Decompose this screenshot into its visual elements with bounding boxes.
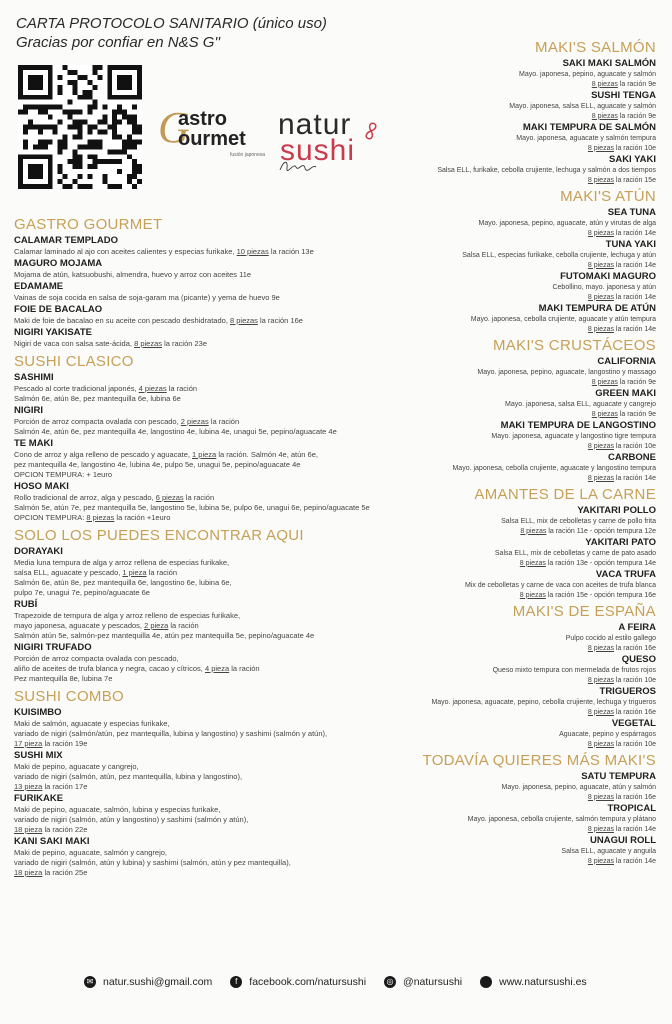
item-line: Media luna tempura de alga y arroz rellena de especias furikake, xyxy=(14,558,230,567)
menu-item-yakitari-pollo xyxy=(356,505,656,536)
item-line: Salsa ELL, aguacate y anguila xyxy=(561,848,656,855)
item-line: 8 piezas la ración 9e xyxy=(591,80,656,88)
menu-title: CARTA PROTOCOLO SANITARIO (único uso) xyxy=(16,15,327,32)
item-name: UNAGUI ROLL xyxy=(590,835,656,846)
item-name: DORAYAKI xyxy=(14,546,63,557)
portion-count: 8 piezas xyxy=(587,857,614,865)
item-line: Salmón atún 5e, salmón-pez mantequilla 4e, atún pez mantequilla 5e, pepino/aguacate 4e xyxy=(14,631,315,640)
portion-count: 8 piezas xyxy=(587,793,614,801)
item-name: FUTOMAKI MAGURO xyxy=(560,271,656,282)
item-line: mayo japonesa, aguacate y pescados, 2 pieza la ración xyxy=(14,621,199,630)
item-name: MAKI TEMPURA DE SALMÓN xyxy=(522,122,656,133)
mail-icon: ✉ xyxy=(84,976,96,988)
item-line: Maki de pepino, aguacate, salmón y cangrejo, xyxy=(14,848,168,857)
item-line: Mayo. japonesa, salsa ELL, aguacate y salmón xyxy=(509,103,656,110)
item-line: Mix de cebolletas y carne de vaca con aceites de trufa blanca xyxy=(464,582,656,589)
menu-item-vaca-trufa xyxy=(356,569,656,600)
portion-count: 13 pieza xyxy=(14,782,43,791)
item-line: 8 piezas la ración 10e xyxy=(587,676,656,684)
item-line: Pez mantequilla 8e, lubina 7e xyxy=(14,674,113,683)
menu-item-yakitari-pato xyxy=(356,537,656,568)
item-name: CALIFORNIA xyxy=(597,356,656,367)
item-line: Cono de arroz y alga relleno de pescado y aguacate, 1 pieza la ración. Salmón 4e, atún 6e, xyxy=(14,450,318,459)
item-line: 8 piezas la ración 15e xyxy=(587,176,656,184)
item-line: Aguacate, pepino y espárragos xyxy=(559,731,656,738)
item-name: TE MAKI xyxy=(14,438,54,449)
portion-count: 8 piezas xyxy=(587,825,614,833)
logo-sushi-text: sushi xyxy=(280,134,356,167)
item-name: VEGETAL xyxy=(611,718,656,729)
item-line: Salsa ELL, especias furikake, cebolla crujiente, lechuga y atún xyxy=(462,252,656,259)
item-line: 8 piezas la ración 9e xyxy=(591,378,656,386)
portion-count: 2 piezas xyxy=(180,417,209,426)
item-line: Porción de arroz compacta ovalada con pescado, xyxy=(14,654,179,663)
web-icon xyxy=(480,976,492,988)
portion-count: 8 piezas xyxy=(591,80,618,88)
portion-count: 8 piezas xyxy=(587,708,614,716)
menu-item-california xyxy=(356,356,656,387)
item-line: Mojama de atún, katsuobushi, almendra, huevo y arroz con aceites 11e xyxy=(14,270,252,279)
menu-item-maki-tempura-de-salmon xyxy=(356,122,656,153)
item-name: NIGIRI xyxy=(14,405,44,416)
item-line: pulpo 7e, unagui 7e, pepino/aguacate 6e xyxy=(14,588,150,597)
item-line: Salmón 4e, atún 6e, pez mantequilla 4e, langostino 4e, lubina 4e, unagui 5e, pepino/aguacate 4e xyxy=(14,427,337,436)
item-line: Mayo. japonesa, cebolla crujiente, aguacate y langostino tempura xyxy=(452,465,656,472)
item-line: 8 piezas la ración 10e xyxy=(587,144,656,152)
portion-count: 8 piezas xyxy=(587,261,614,269)
item-line: 8 piezas la ración 9e xyxy=(591,112,656,120)
section-amantes-de-la-carne xyxy=(356,486,656,600)
section-title: MAKI'S ATÚN xyxy=(560,188,656,205)
menu-item-saki-yaki xyxy=(356,154,656,185)
item-line: Mayo. japonesa, pepino, aguacate y salmón xyxy=(519,71,656,78)
portion-count: 8 piezas xyxy=(587,474,614,482)
portion-count: 8 piezas xyxy=(591,378,618,386)
menu-item-green-maki xyxy=(356,388,656,419)
logo-gastro-sub: fusión japonesa xyxy=(230,152,266,158)
item-line: Maki de pepino, aguacate, salmón, lubina y especias furikake, xyxy=(14,805,221,814)
portion-count: 8 piezas xyxy=(587,676,614,684)
portion-count: 2 pieza xyxy=(144,621,169,630)
menu-item-sea-tuna xyxy=(356,207,656,238)
section-title: TODAVÍA QUIERES MÁS MAKI'S xyxy=(422,752,656,769)
portion-count: 4 pieza xyxy=(204,664,230,673)
item-line: Trapezoide de tempura de alga y arroz relleno de especias furikake, xyxy=(14,611,241,620)
item-name: SATU TEMPURA xyxy=(581,771,656,782)
menu-item-tuna-yaki xyxy=(356,239,656,270)
portion-count: 1 pieza xyxy=(192,450,217,459)
portion-count: 8 piezas xyxy=(519,559,546,567)
item-name: VACA TRUFA xyxy=(595,569,656,580)
item-line: Mayo. japonesa, salsa ELL, aguacate y cangrejo xyxy=(505,401,656,408)
item-line: Calamar laminado al ajo con aceites calientes y especias furikake, 10 piezas la ración 13e xyxy=(14,247,314,256)
item-line: Mayo. japonesa, pepino, aguacate, langostino y massago xyxy=(477,369,656,376)
item-line: 13 pieza la ración 17e xyxy=(14,782,88,791)
item-line: 8 piezas la ración 16e xyxy=(587,644,656,652)
item-name: MAKI TEMPURA DE LANGOSTINO xyxy=(500,420,656,431)
item-line: Cebollino, mayo. japonesa y atún xyxy=(552,284,656,291)
portion-count: 8 piezas xyxy=(587,229,614,237)
menu-item-a-feira xyxy=(356,622,656,653)
portion-count: 8 piezas xyxy=(86,513,115,522)
item-line: 8 piezas la ración 9e xyxy=(591,410,656,418)
signature-icon xyxy=(278,158,318,174)
portion-count: 8 piezas xyxy=(587,740,614,748)
gastro-gourmet-logo xyxy=(158,103,268,158)
facebook-icon: f xyxy=(230,976,242,988)
item-name: TRIGUEROS xyxy=(599,686,656,697)
item-line: 8 piezas la ración 14e xyxy=(587,857,656,865)
qr-code[interactable] xyxy=(18,62,142,192)
item-line: 8 piezas la ración 14e xyxy=(587,293,656,301)
item-line: variado de nigiri (salmón, atún y lubina) y sashimi (salmón, atún y pez mantequilla), xyxy=(14,858,291,867)
portion-count: 4 piezas xyxy=(138,384,167,393)
item-line: Maki de salmón, aguacate y especias furikake, xyxy=(14,719,170,728)
portion-count: 8 piezas xyxy=(587,325,614,333)
item-line: Mayo. japonesa, pepino, aguacate, atún y salmón xyxy=(501,784,656,791)
instagram-icon: ◎ xyxy=(384,976,396,988)
section-maki-s-crustaceos xyxy=(356,337,656,483)
portion-count: 8 piezas xyxy=(520,527,547,535)
item-line: Salsa ELL, furikake, cebolla crujiente, lechuga y salmón a dos tiempos xyxy=(437,167,656,174)
item-name: FOIE DE BACALAO xyxy=(14,304,103,315)
footer-email[interactable]: natur.sushi@gmail.com xyxy=(103,976,213,988)
section-title: AMANTES DE LA CARNE xyxy=(474,486,656,503)
item-line: 8 piezas la ración 14e xyxy=(587,261,656,269)
gastro-g-glyph: G xyxy=(158,103,190,152)
item-line: variado de nigiri (salmón, atún, pez mantequilla, lubina y langostino), xyxy=(14,772,243,781)
item-name: RUBÍ xyxy=(14,599,38,610)
item-line: Pulpo cocido al estilo gallego xyxy=(565,635,656,642)
header xyxy=(16,14,327,52)
menu-item-saki-maki-salmon xyxy=(356,58,656,89)
item-line: 8 piezas la ración 14e xyxy=(587,229,656,237)
menu-item-trigueros xyxy=(356,686,656,717)
item-name: YAKITARI POLLO xyxy=(577,505,656,516)
portion-count: 8 piezas xyxy=(519,591,546,599)
logo-natur-text: natur xyxy=(278,108,352,141)
item-line: 8 piezas la ración 11e - opción tempura 12e xyxy=(520,527,656,535)
portion-count: 8 piezas xyxy=(587,442,614,450)
item-line: Maki de pepino, aguacate y cangrejo, xyxy=(14,762,139,771)
item-name: SUSHI MIX xyxy=(14,750,63,761)
item-line: Mayo. japonesa, aguacate y salmón tempura xyxy=(516,135,656,142)
item-line: 8 piezas la ración 14e xyxy=(587,474,656,482)
item-name: CARBONE xyxy=(607,452,656,463)
item-line: 18 pieza la ración 25e xyxy=(14,868,88,877)
item-line: OPCION TEMPURA: + 1euro xyxy=(14,470,113,479)
portion-count: 10 piezas xyxy=(236,247,269,256)
section-title: MAKI'S SALMÓN xyxy=(535,39,656,56)
section-maki-s-de-espana xyxy=(356,603,656,749)
item-name: KUISIMBO xyxy=(14,707,62,718)
item-line: Vainas de soja cocida en salsa de soja-garam ma (picante) y yema de huevo 9e xyxy=(14,293,280,302)
logo-gourmet-text: ourmet xyxy=(178,128,246,150)
item-line: 8 piezas la ración 15e - opción tempura 16e xyxy=(519,591,656,599)
footer xyxy=(84,976,587,988)
menu-item-unagui-roll xyxy=(356,835,656,866)
item-line: Maki de foie de bacalao en su aceite con pescado deshidratado, 8 piezas la ración 16e xyxy=(14,316,303,325)
item-name: NIGIRI TRUFADO xyxy=(14,642,92,653)
item-name: MAGURO MOJAMA xyxy=(14,258,103,269)
menu-item-sushi-tenga xyxy=(356,90,656,121)
right-column xyxy=(356,36,656,866)
item-line: 18 pieza la ración 22e xyxy=(14,825,88,834)
item-name: SEA TUNA xyxy=(607,207,656,218)
section-title: SOLO LOS PUEDES ENCONTRAR AQUI xyxy=(14,527,304,544)
section-maki-s-salmon xyxy=(356,39,656,185)
item-line: 8 piezas la ración 10e xyxy=(587,442,656,450)
menu-item-queso xyxy=(356,654,656,685)
item-line: Salmón 5e, atún 7e, pez mantequilla 5e, langostino 5e, lubina 5e, pulpo 6e, unagui 6e, pepino/aguacate 5e xyxy=(14,503,370,512)
item-name: TUNA YAKI xyxy=(605,239,656,250)
item-line: Mayo. japonesa, aguacate, pepino, cebolla crujiente, lechuga y trigueros xyxy=(431,699,656,706)
footer-instagram[interactable]: @natursushi xyxy=(403,976,463,988)
item-line: variado de nigiri (salmón, atún y langostino) y sashimi (salmón y atún), xyxy=(14,815,249,824)
item-line: Mayo. japonesa, cebolla crujiente, aguacate y atún tempura xyxy=(470,316,656,323)
footer-web[interactable]: www.natursushi.es xyxy=(499,976,587,988)
item-line: 8 piezas la ración 10e xyxy=(587,740,656,748)
item-line: aliño de aceites de trufa blanca y negra, cacao y cítricos, 4 pieza la ración xyxy=(14,664,260,673)
item-line: 8 piezas la ración 16e xyxy=(587,793,656,801)
item-line: Nigiri de vaca con salsa sate-ácida, 8 piezas la ración 23e xyxy=(14,339,208,348)
section-todavia-quieres-mas-maki-s xyxy=(356,752,656,866)
item-name: YAKITARI PATO xyxy=(585,537,656,548)
menu-item-futomaki-maguro xyxy=(356,271,656,302)
portion-count: 8 piezas xyxy=(587,176,614,184)
item-line: Mayo. japonesa, aguacate y langostino tigre tempura xyxy=(491,433,656,440)
section-title: SUSHI COMBO xyxy=(14,688,124,705)
item-line: Mayo. japonesa, cebolla crujiente, salmón tempura y plátano xyxy=(467,816,656,823)
portion-count: 18 pieza xyxy=(14,825,43,834)
item-line: Salsa ELL, mix de cebolletas y carne de pollo frita xyxy=(501,518,656,525)
item-line: 17 pieza la ración 19e xyxy=(14,739,88,748)
portion-count: 8 piezas xyxy=(591,410,618,418)
item-line: 8 piezas la ración 14e xyxy=(587,325,656,333)
section-maki-s-atun xyxy=(356,188,656,334)
item-name: SUSHI TENGA xyxy=(591,90,656,101)
portion-count: 8 piezas xyxy=(134,339,162,348)
item-name: FURIKAKE xyxy=(14,793,64,804)
item-name: KANI SAKI MAKI xyxy=(14,836,90,847)
menu-item-tropical xyxy=(356,803,656,834)
item-line: Rollo tradicional de arroz, alga y pescado, 6 piezas la ración xyxy=(14,493,215,502)
portion-count: 1 pieza xyxy=(122,568,147,577)
section-title: MAKI'S DE ESPAÑA xyxy=(512,603,656,620)
item-line: 8 piezas la ración 13e - opción tempura 14e xyxy=(519,559,656,567)
portion-count: 8 piezas xyxy=(591,112,618,120)
section-title: GASTRO GOURMET xyxy=(14,216,163,233)
portion-count: 6 piezas xyxy=(155,493,184,502)
menu-item-maki-tempura-de-langostino xyxy=(356,420,656,451)
item-name: SAKI MAKI SALMÓN xyxy=(562,58,656,69)
item-line: Mayo. japonesa, pepino, aguacate, atún y virutas de alga xyxy=(478,220,656,227)
item-line: Salsa ELL, mix de cebolletas y carne de pato asado xyxy=(494,550,656,557)
item-line: 8 piezas la ración 16e xyxy=(587,708,656,716)
portion-count: 8 piezas xyxy=(229,316,258,325)
item-name: EDAMAME xyxy=(14,281,64,292)
portion-count: 18 pieza xyxy=(14,868,43,877)
menu-item-carbone xyxy=(356,452,656,483)
item-name: NIGIRI YAKISATE xyxy=(14,327,92,338)
item-line: 8 piezas la ración 14e xyxy=(587,825,656,833)
section-title: SUSHI CLASICO xyxy=(14,353,134,370)
item-name: HOSO MAKI xyxy=(14,481,69,492)
item-line: Queso mixto tempura con mermelada de frutos rojos xyxy=(492,667,656,674)
item-name: TROPICAL xyxy=(607,803,656,814)
item-name: GREEN MAKI xyxy=(595,388,656,399)
menu-subtitle: Gracias por confiar en N&S G'' xyxy=(16,34,221,51)
item-name: A FEIRA xyxy=(618,622,656,633)
footer-facebook[interactable]: facebook.com/natursushi xyxy=(249,976,367,988)
section-title: MAKI'S CRUSTÁCEOS xyxy=(493,337,656,354)
portion-count: 17 pieza xyxy=(14,739,43,748)
menu-item-satu-tempura xyxy=(356,771,656,802)
menu-item-vegetal xyxy=(356,718,656,749)
item-name: MAKI TEMPURA DE ATÚN xyxy=(538,303,656,314)
item-name: SASHIMI xyxy=(14,372,54,383)
item-line: salsa ELL, aguacate y pescado, 1 pieza la ración xyxy=(14,568,178,577)
item-line: pez mantequilla 4e, langostino 4e, lubina 4e, pulpo 5e, unagui 5e, pepino/aguacate 4e xyxy=(14,460,301,469)
item-line: Salmón 6e, atún 8e, pez mantequilla 6e, lubina 6e xyxy=(14,394,181,403)
item-line: OPCION TEMPURA: 8 piezas la ración +1euro xyxy=(14,513,171,522)
item-name: SAKI YAKI xyxy=(609,154,656,165)
menu-item-maki-tempura-de-atun xyxy=(356,303,656,334)
portion-count: 8 piezas xyxy=(587,293,614,301)
item-line: Pescado al corte tradicional japonés, 4 piezas la ración xyxy=(14,384,198,393)
portion-count: 8 piezas xyxy=(587,644,614,652)
item-line: Salmón 6e, atún 8e, pez mantequilla 6e, langostino 6e, lubina 6e, xyxy=(14,578,232,587)
portion-count: 8 piezas xyxy=(587,144,614,152)
item-name: CALAMAR TEMPLADO xyxy=(14,235,118,246)
item-line: Porción de arroz compacta ovalada con pescado, 2 piezas la ración xyxy=(14,417,240,426)
logo-gastro-text: astro xyxy=(178,108,227,130)
item-name: QUESO xyxy=(621,654,656,665)
item-line: variado de nigiri (salmón/atún, pez mantequilla, lubina y langostino) y sashimi (salmón y atún), xyxy=(14,729,328,738)
